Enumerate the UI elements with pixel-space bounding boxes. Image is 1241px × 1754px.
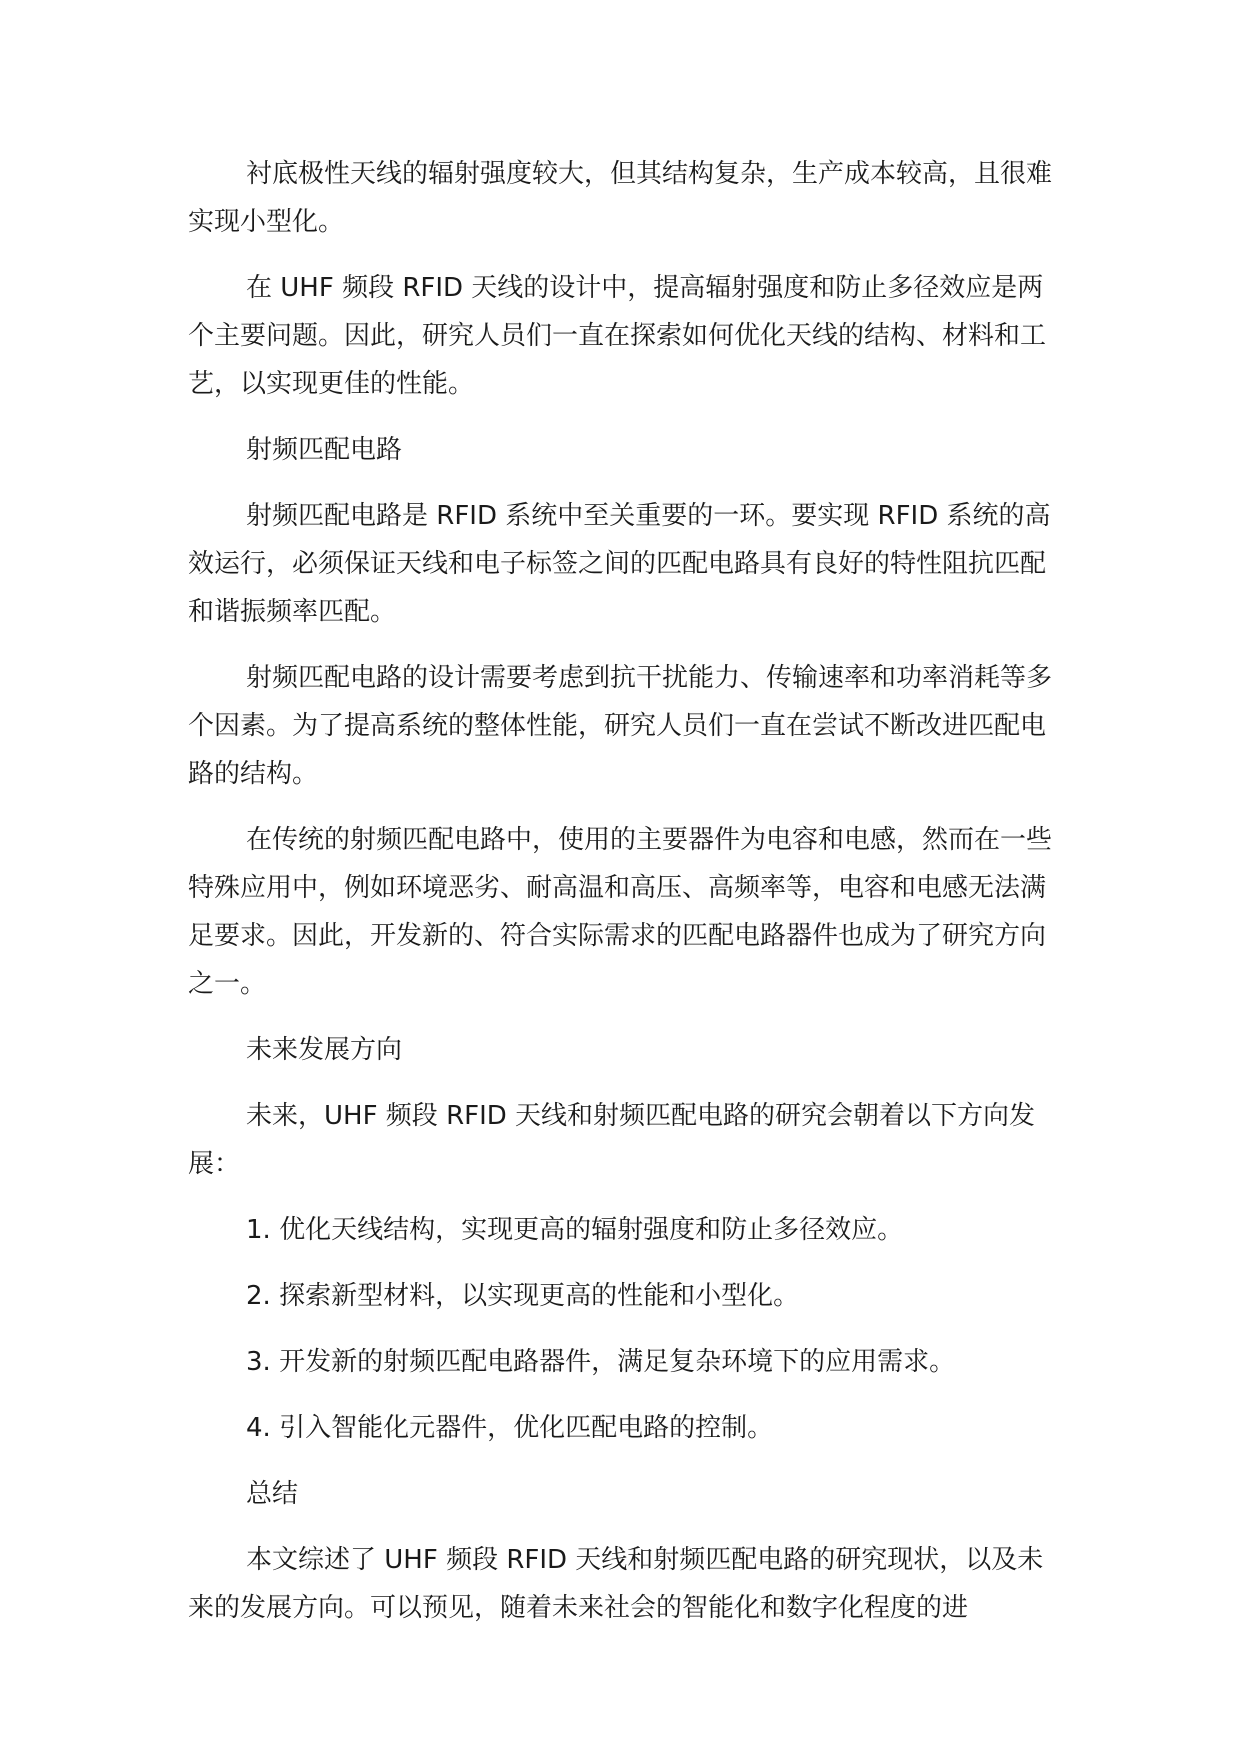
list-item-4: 4. 引入智能化元器件，优化匹配电路的控制。: [246, 1413, 774, 1443]
paragraph-traditional-components: 在传统的射频匹配电路中，使用的主要器件为电容和电感，然而在一些特殊应用中，例如环境恶劣、耐高温和高压、高频率等，电容和电感无法满足要求。因此，开发新的、符合实际需求的匹配电路器件也成为了研究方向之一。: [188, 825, 1053, 999]
paragraph-rf-matching-design: 射频匹配电路的设计需要考虑到抗干扰能力、传输速率和功率消耗等多个因素。为了提高系统的整体性能，研究人员们一直在尝试不断改进匹配电路的结构。: [188, 663, 1053, 789]
list-item-2: 2. 探索新型材料，以实现更高的性能和小型化。: [246, 1281, 800, 1311]
heading-summary: 总结: [246, 1479, 299, 1509]
paragraph-summary: 本文综述了 UHF 频段 RFID 天线和射频匹配电路的研究现状，以及未来的发展方向。可以预见，随着未来社会的智能化和数字化程度的进: [188, 1545, 1044, 1623]
document-body: [188, 150, 1063, 1650]
list-item-3: 3. 开发新的射频匹配电路器件，满足复杂环境下的应用需求。: [246, 1347, 956, 1377]
paragraph-substrate-antenna: 衬底极性天线的辐射强度较大，但其结构复杂，生产成本较高，且很难实现小型化。: [188, 159, 1053, 237]
heading-rf-matching: 射频匹配电路: [246, 435, 403, 465]
list-item-1: 1. 优化天线结构，实现更高的辐射强度和防止多径效应。: [246, 1215, 904, 1245]
heading-future-direction: 未来发展方向: [246, 1035, 403, 1065]
paragraph-future-intro: 未来，UHF 频段 RFID 天线和射频匹配电路的研究会朝着以下方向发展：: [188, 1101, 1036, 1179]
paragraph-design-issues: 在 UHF 频段 RFID 天线的设计中，提高辐射强度和防止多径效应是两个主要问题。因此，研究人员们一直在探索如何优化天线的结构、材料和工艺，以实现更佳的性能。: [188, 273, 1047, 399]
paragraph-rf-matching-intro: 射频匹配电路是 RFID 系统中至关重要的一环。要实现 RFID 系统的高效运行，必须保证天线和电子标签之间的匹配电路具有良好的特性阻抗匹配和谐振频率匹配。: [188, 501, 1051, 627]
